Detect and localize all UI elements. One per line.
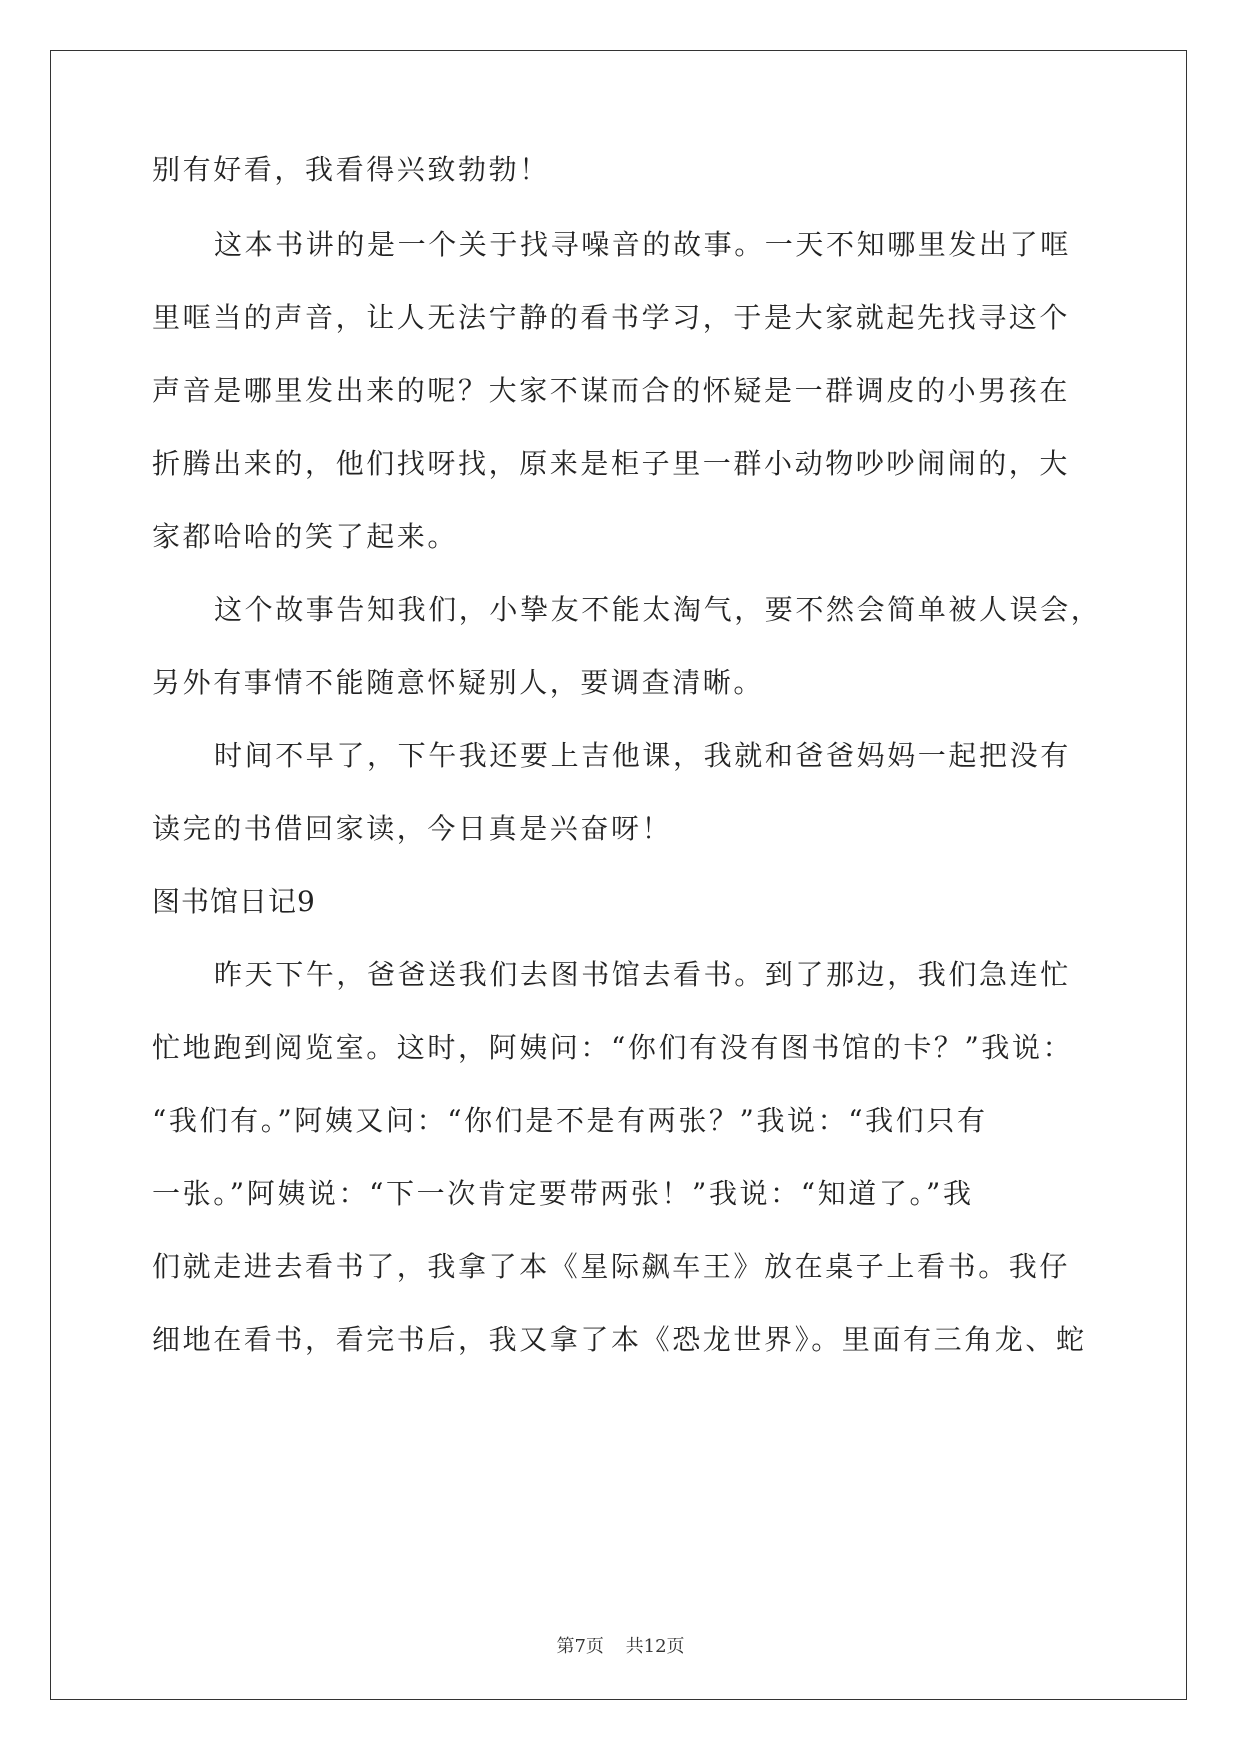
page-number-total: 共12页 [625,1636,685,1657]
text-line: 忙地跑到阅览室。这时，阿姨问：“你们有没有图书馆的卡？”我说： [152,1031,1074,1064]
text-line: 这个故事告知我们，小挚友不能太淘气，要不然会简单被人误会， [214,593,1102,626]
page-footer [0,1632,1241,1658]
page-number-current: 第7页 [556,1636,604,1657]
section-title: 图书馆日记9 [152,885,316,918]
text-line: 细地在看书，看完书后，我又拿了本《恐龙世界》。里面有三角龙、蛇 [152,1323,1087,1356]
text-line: “我们有。”阿姨又问：“你们是不是有两张？”我说：“我们只有 [152,1104,988,1137]
text-line: 里哐当的声音，让人无法宁静的看书学习，于是大家就起先找寻这个 [152,301,1071,334]
text-line: 声音是哪里发出来的呢？大家不谋而合的怀疑是一群调皮的小男孩在 [152,374,1071,407]
text-line: 时间不早了，下午我还要上吉他课，我就和爸爸妈妈一起把没有 [214,739,1071,772]
text-line: 别有好看，我看得兴致勃勃！ [152,153,550,186]
text-line: 一张。”阿姨说：“下一次肯定要带两张！”我说：“知道了。”我 [152,1177,974,1210]
text-line: 读完的书借回家读，今日真是兴奋呀！ [152,812,673,845]
text-line: 昨天下午，爸爸送我们去图书馆去看书。到了那边，我们急连忙 [214,958,1071,991]
text-line: 们就走进去看书了，我拿了本《星际飙车王》放在桌子上看书。我仔 [152,1250,1071,1283]
text-line: 家都哈哈的笑了起来。 [152,520,459,553]
text-line: 另外有事情不能随意怀疑别人，要调查清晰。 [152,666,765,699]
text-line: 这本书讲的是一个关于找寻噪音的故事。一天不知哪里发出了哐 [214,228,1071,261]
text-line: 折腾出来的，他们找呀找，原来是柜子里一群小动物吵吵闹闹的，大 [152,447,1071,480]
